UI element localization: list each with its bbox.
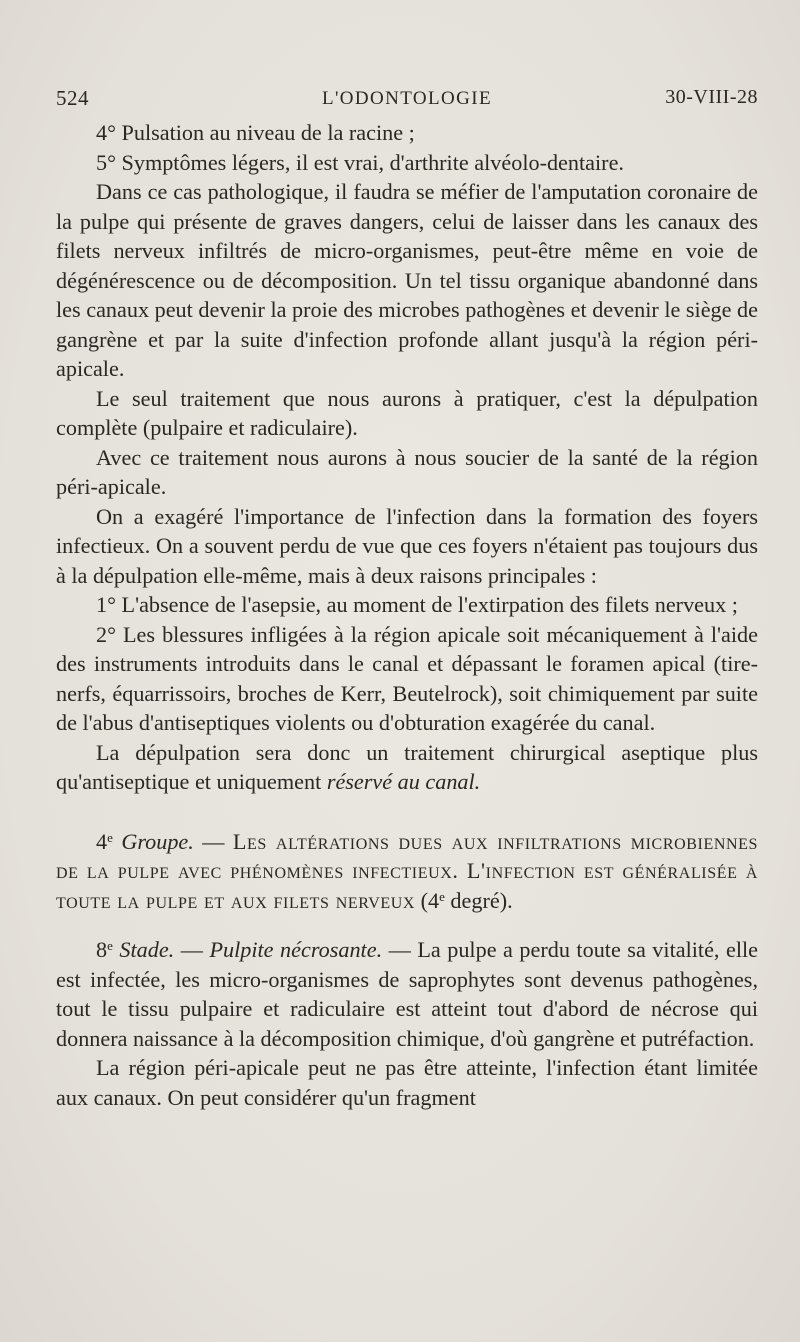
stage-label: Stade. [119,937,175,962]
paragraph-6: On a exagéré l'importance de l'infection dans la formation des foyers infectieux. On a souvent perdu de vue que ces foyers n'étaient pas toujours dus à la dépulpation elle-même, mais à deux raisons principales : [56,503,758,588]
group-title: Les altérations dues aux infiltrations microbiennes de la pulpe avec phénomènes infectieux. L'infection est généralisée à toute la pulpe et aux filets nerveux [56,828,759,913]
group-number-sup: e [107,829,113,845]
group-degree-open: (4 [415,887,440,913]
paragraph-9 [56,738,758,797]
paragraph-4: Le seul traitement que nous aurons à pratiquer, c'est la dépulpation complète (pulpaire et radiculaire). [56,385,758,440]
group-degree-sup: e [439,888,445,904]
paragraph-2: 5° Symptômes légers, il est vrai, d'arthrite alvéolo-dentaire. [96,149,624,175]
paragraph-10: La région péri-apicale peut ne pas être atteinte, l'infection étant limitée aux canaux. On peut considérer qu'un fragment [56,1055,758,1110]
page-number: 524 [56,86,89,110]
paragraph-5: Avec ce traitement nous aurons à nous soucier de la santé de la région péri-apicale. [56,444,758,499]
body-text [56,118,758,1112]
group-label: Groupe. [121,828,194,854]
stage-paragraph [56,935,758,1053]
paragraph-7: 1° L'absence de l'asepsie, au moment de l'extirpation des filets nerveux ; [96,592,738,617]
paragraph-1: 4° Pulsation au niveau de la racine ; [96,120,415,145]
stage-number: 8 [96,937,108,962]
stage-name: Pulpite nécrosante. [209,937,383,962]
paragraph-9-italic: réservé au canal. [326,769,481,794]
stage-dash: — [174,937,210,962]
stage-text: — La pulpe a perdu toute sa vitalité, elle est infectée, les micro-organismes de saprophytes sont devenus pathogènes, tout le tissu pulpaire et radiculaire est atteint tout d'abord de nécrose qui donnera naissance à la décomposition chimique, d'où gangrène et putréfaction. [56,937,758,1051]
running-header [56,82,758,118]
issue-date: 30-VIII-28 [665,86,758,108]
journal-title: L'ODONTOLOGIE [321,88,493,109]
group-degree-close: degré). [444,887,513,913]
stage-number-sup: e [107,938,113,953]
paragraph-8: 2° Les blessures infligées à la région apicale soit mécaniquement à l'aide des instruments introduits dans le canal et dépassant le foramen apical (tire-nerfs, équarrissoirs, broches de Kerr, Beutelrock), soit chimiquement par suite de l'abus d'antiseptiques violents ou d'obturation exagérée du canal. [56,621,758,735]
group-number: 4 [96,828,108,854]
paragraph-3: Dans ce cas pathologique, il faudra se méfier de l'amputation coronaire de la pulpe qui présente de graves dangers, celui de laisser dans les canaux des filets nerveux infiltrés de micro-organismes, peut-être même en voie de dégénérescence ou de décomposition. Un tel tissu organique abandonné dans les canaux peut devenir la proie des microbes pathogènes et devenir le siège de gangrène et par la suite d'infection profonde allant jusqu'à la région péri-apicale. [56,179,758,381]
group-heading [56,827,758,916]
paragraph-9-text: La dépulpation sera donc un traitement chirurgical aseptique plus qu'antiseptique et uniquement [56,739,758,794]
group-dash: — [193,828,233,854]
